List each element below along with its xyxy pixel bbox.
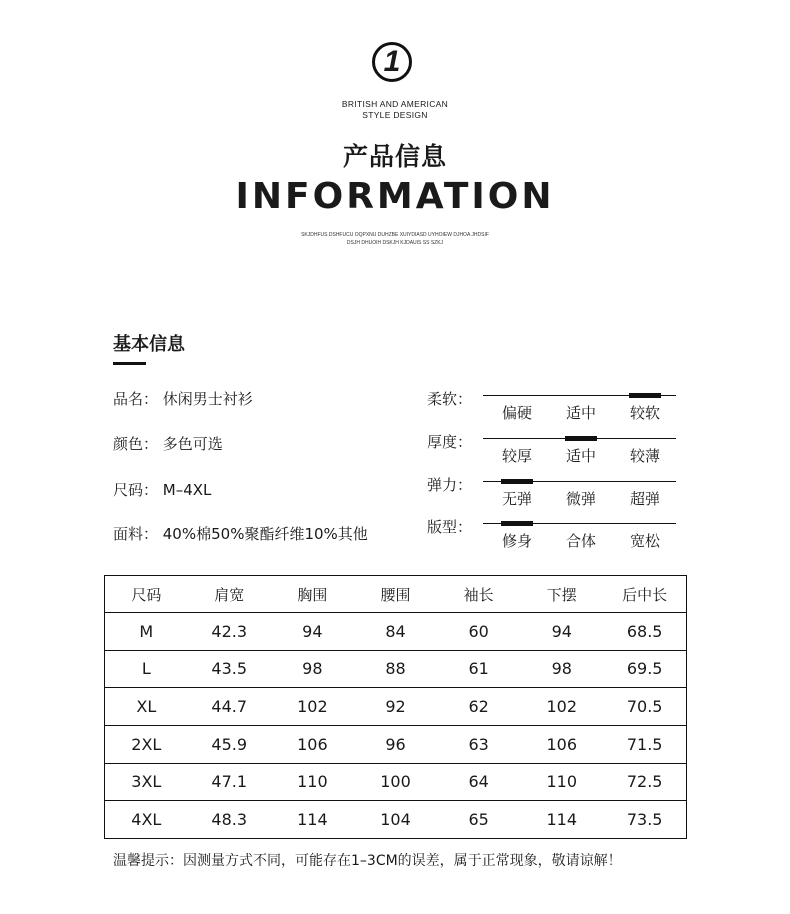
- attribute-label: 版型：: [427, 518, 473, 536]
- attribute-option: 较薄: [629, 447, 660, 465]
- badge-number: 1: [383, 45, 401, 78]
- attribute-selected-marker: [565, 436, 597, 441]
- attribute-option: 超弹: [629, 490, 660, 508]
- table-cell: 65: [437, 801, 520, 839]
- table-header-cell: 尺码: [105, 576, 188, 613]
- table-cell: 114: [520, 801, 603, 839]
- table-cell: 47.1: [188, 763, 271, 801]
- attribute-label: 柔软：: [427, 390, 473, 408]
- table-cell: 72.5: [603, 763, 686, 801]
- attribute-selected-marker: [501, 521, 533, 526]
- attribute-option: 适中: [565, 404, 596, 422]
- attribute-option: 偏硬: [501, 404, 532, 422]
- table-cell: 110: [520, 763, 603, 801]
- attribute-option: 无弹: [501, 490, 532, 508]
- table-header-cell: 腰围: [354, 576, 437, 613]
- table-header-cell: 袖长: [437, 576, 520, 613]
- table-cell: 106: [520, 725, 603, 763]
- table-cell: 43.5: [188, 650, 271, 688]
- table-cell: 64: [437, 763, 520, 801]
- table-row: [105, 613, 687, 651]
- table-cell: 84: [354, 613, 437, 651]
- measurement-note: 温馨提示：因测量方式不同，可能存在1–3CM的误差，属于正常现象，敬请谅解！: [113, 853, 622, 869]
- table-cell: 88: [354, 650, 437, 688]
- table-cell: 69.5: [603, 650, 686, 688]
- section-underline: [113, 362, 146, 365]
- table-cell: 94: [271, 613, 354, 651]
- table-cell: 63: [437, 725, 520, 763]
- table-cell: 98: [520, 650, 603, 688]
- table-cell: 71.5: [603, 725, 686, 763]
- table-cell: 48.3: [188, 801, 271, 839]
- fine-print-line-2: DSJH DHUOIH DSKJH KJDAUIS SS SZKJ: [346, 240, 444, 246]
- attribute-label: 厚度：: [427, 433, 473, 451]
- table-header-row: [105, 576, 687, 613]
- attribute-option: 适中: [565, 447, 596, 465]
- table-row: [105, 688, 687, 726]
- table-cell: 102: [520, 688, 603, 726]
- product-color: 颜色： 多色可选: [113, 435, 223, 453]
- table-row: [105, 725, 687, 763]
- table-header-cell: 后中长: [603, 576, 686, 613]
- table-cell: 60: [437, 613, 520, 651]
- table-cell: 3XL: [105, 763, 188, 801]
- table-cell: 61: [437, 650, 520, 688]
- table-header-cell: 胸围: [271, 576, 354, 613]
- table-cell: 98: [271, 650, 354, 688]
- fine-print-line-1: SKJDHFUS DSHFUCU OQPXNU DUHZBE XUIYDIASD UYHOIEW DJHOA JHDSIF: [301, 232, 489, 238]
- attribute-option: 宽松: [629, 532, 660, 550]
- table-header-cell: 肩宽: [188, 576, 271, 613]
- size-table: [104, 575, 687, 839]
- table-cell: 106: [271, 725, 354, 763]
- table-cell: 100: [354, 763, 437, 801]
- attribute-option: 较软: [629, 404, 660, 422]
- title-english: INFORMATION: [235, 176, 555, 217]
- table-cell: XL: [105, 688, 188, 726]
- table-cell: 68.5: [603, 613, 686, 651]
- table-cell: 96: [354, 725, 437, 763]
- table-cell: 45.9: [188, 725, 271, 763]
- table-cell: L: [105, 650, 188, 688]
- attribute-option: 修身: [501, 532, 532, 550]
- table-cell: 110: [271, 763, 354, 801]
- attribute-option: 微弹: [565, 490, 596, 508]
- table-row: [105, 650, 687, 688]
- title-chinese: 产品信息: [342, 142, 447, 171]
- table-cell: 70.5: [603, 688, 686, 726]
- number-badge: [372, 42, 412, 82]
- table-row: [105, 801, 687, 839]
- table-cell: M: [105, 613, 188, 651]
- attribute-selected-marker: [501, 479, 533, 484]
- table-cell: 94: [520, 613, 603, 651]
- table-cell: 114: [271, 801, 354, 839]
- brand-line-1: BRITISH AND AMERICAN: [341, 99, 449, 109]
- table-cell: 104: [354, 801, 437, 839]
- table-cell: 42.3: [188, 613, 271, 651]
- product-size-range: 尺码： M–4XL: [113, 481, 212, 499]
- attribute-option: 合体: [565, 532, 596, 550]
- attribute-option: 较厚: [501, 447, 532, 465]
- table-header-cell: 下摆: [520, 576, 603, 613]
- brand-line-2: STYLE DESIGN: [362, 110, 428, 120]
- table-row: [105, 763, 687, 801]
- table-cell: 4XL: [105, 801, 188, 839]
- table-cell: 102: [271, 688, 354, 726]
- table-cell: 44.7: [188, 688, 271, 726]
- table-cell: 92: [354, 688, 437, 726]
- product-fabric: 面料： 40%棉50%聚酯纤维10%其他: [113, 525, 368, 543]
- table-cell: 2XL: [105, 725, 188, 763]
- table-cell: 62: [437, 688, 520, 726]
- section-title: 基本信息: [113, 334, 185, 355]
- product-name: 品名： 休闲男士衬衫: [113, 390, 253, 408]
- table-cell: 73.5: [603, 801, 686, 839]
- attribute-selected-marker: [629, 393, 661, 398]
- attribute-label: 弹力：: [427, 476, 473, 494]
